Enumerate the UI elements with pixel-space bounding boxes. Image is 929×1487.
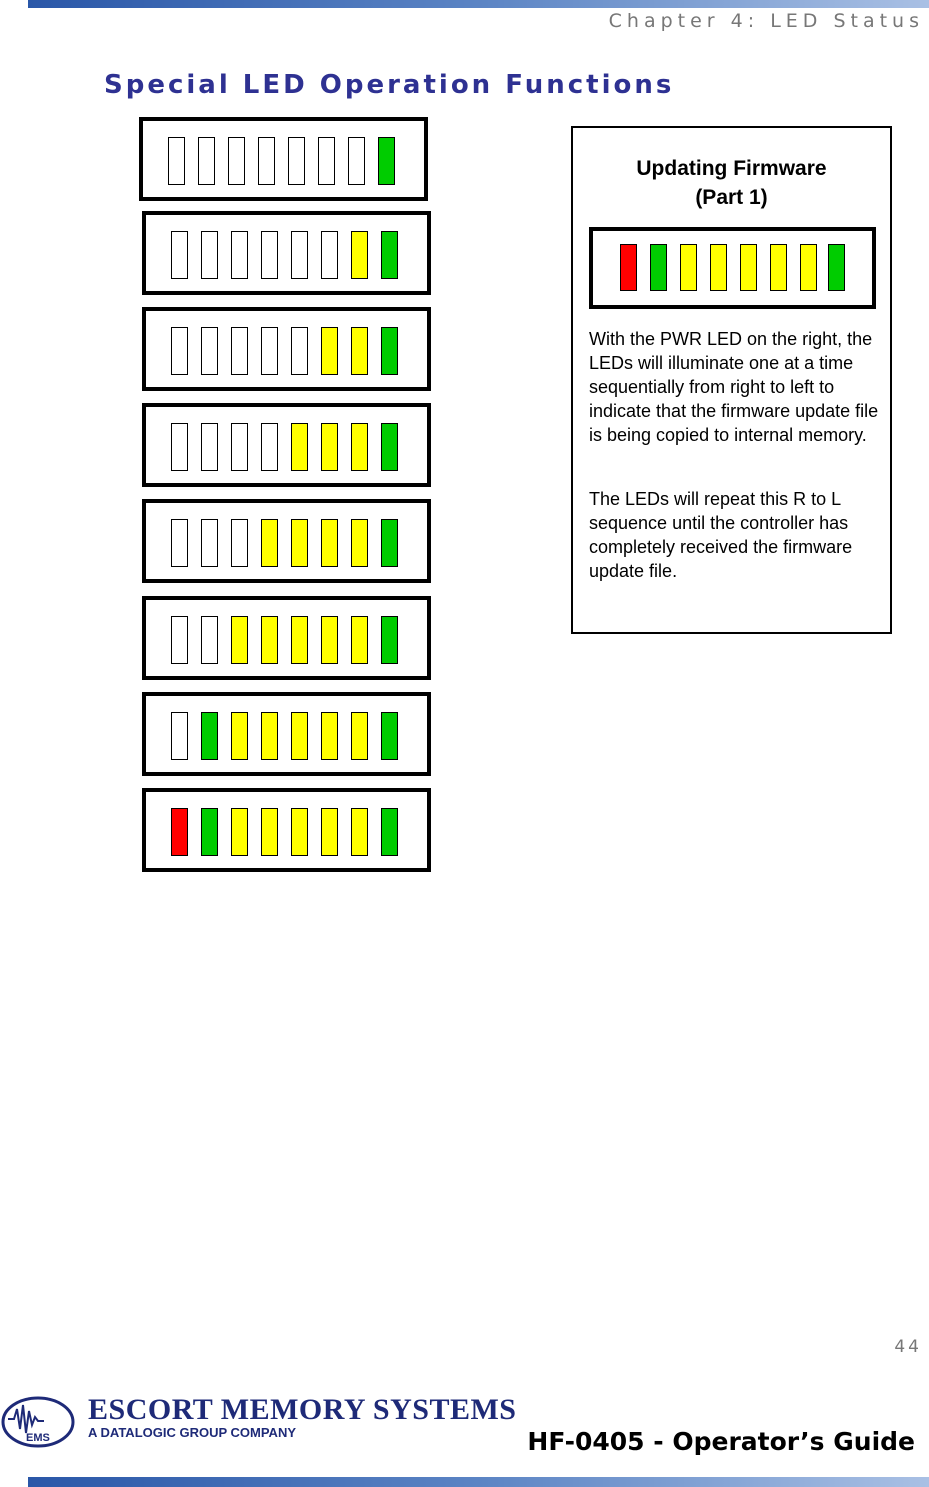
led-green [381, 519, 398, 567]
led-yellow [351, 327, 368, 375]
led-red [620, 244, 637, 291]
led-yellow [291, 808, 308, 856]
led-green [201, 712, 218, 760]
led-green [381, 712, 398, 760]
led-off [261, 423, 278, 471]
led-yellow [351, 712, 368, 760]
led-off [231, 423, 248, 471]
led-yellow [351, 808, 368, 856]
led-panel [142, 499, 431, 583]
led-yellow [351, 231, 368, 279]
led-off [201, 423, 218, 471]
led-yellow [291, 519, 308, 567]
led-yellow [261, 519, 278, 567]
led-green [201, 808, 218, 856]
led-off [231, 519, 248, 567]
company-tagline: A DATALOGIC GROUP COMPANY [88, 1425, 296, 1440]
led-off [321, 231, 338, 279]
led-yellow [710, 244, 727, 291]
led-off [171, 519, 188, 567]
led-yellow [321, 327, 338, 375]
led-green [381, 231, 398, 279]
led-yellow [231, 808, 248, 856]
led-yellow [231, 712, 248, 760]
led-yellow [351, 519, 368, 567]
led-yellow [291, 616, 308, 664]
led-off [231, 327, 248, 375]
led-yellow [770, 244, 787, 291]
led-yellow [291, 423, 308, 471]
page-number: 44 [894, 1337, 922, 1357]
led-off [198, 137, 215, 185]
led-off [261, 327, 278, 375]
led-off [201, 327, 218, 375]
led-green [378, 137, 395, 185]
led-green [381, 423, 398, 471]
led-yellow [261, 808, 278, 856]
led-panel [142, 211, 431, 295]
led-yellow [351, 616, 368, 664]
led-yellow [261, 616, 278, 664]
info-title [573, 154, 890, 212]
led-yellow [231, 616, 248, 664]
led-green [381, 327, 398, 375]
info-title-line2: (Part 1) [695, 186, 768, 209]
chapter-header: Chapter 4: LED Status [608, 10, 924, 32]
led-yellow [351, 423, 368, 471]
led-off [291, 327, 308, 375]
led-red [171, 808, 188, 856]
bottom-decorative-bar [28, 1477, 929, 1487]
led-panel [142, 788, 431, 872]
led-off [291, 231, 308, 279]
led-yellow [321, 712, 338, 760]
led-off [171, 712, 188, 760]
led-yellow [291, 712, 308, 760]
info-title-line1: Updating Firmware [636, 157, 827, 180]
led-panel [142, 403, 431, 487]
led-off [258, 137, 275, 185]
led-off [318, 137, 335, 185]
ems-logo-icon [0, 1395, 76, 1450]
led-green [650, 244, 667, 291]
info-paragraph-2: The LEDs will repeat this R to L sequence until the controller has completely received the firmware update file. [589, 489, 853, 581]
led-green [381, 616, 398, 664]
led-green [828, 244, 845, 291]
led-off [171, 616, 188, 664]
info-led-panel [589, 227, 876, 309]
guide-title: HF-0405 - Operator’s Guide [527, 1427, 915, 1456]
led-yellow [321, 519, 338, 567]
led-panel [142, 596, 431, 680]
led-panel [142, 307, 431, 391]
led-off [231, 231, 248, 279]
info-box [571, 126, 892, 634]
led-off [201, 616, 218, 664]
led-off [171, 423, 188, 471]
led-yellow [740, 244, 757, 291]
led-off [348, 137, 365, 185]
ems-emblem-text: EMS [26, 1432, 50, 1444]
led-off [171, 327, 188, 375]
led-off [261, 231, 278, 279]
led-off [288, 137, 305, 185]
led-panel [142, 692, 431, 776]
led-yellow [261, 712, 278, 760]
led-off [171, 231, 188, 279]
led-off [168, 137, 185, 185]
led-panel [139, 117, 428, 201]
led-yellow [321, 808, 338, 856]
led-yellow [680, 244, 697, 291]
led-off [201, 231, 218, 279]
led-yellow [800, 244, 817, 291]
led-off [201, 519, 218, 567]
led-off [228, 137, 245, 185]
top-decorative-bar [28, 0, 929, 8]
info-paragraph-1: With the PWR LED on the right, the LEDs will illuminate one at a time sequentially from right to left to indicate that the firmware update file is being copied to internal memory. [589, 329, 879, 445]
section-heading: Special LED Operation Functions [104, 70, 675, 100]
led-yellow [321, 423, 338, 471]
led-green [381, 808, 398, 856]
led-yellow [321, 616, 338, 664]
company-name: ESCORT MEMORY SYSTEMS [88, 1393, 517, 1426]
